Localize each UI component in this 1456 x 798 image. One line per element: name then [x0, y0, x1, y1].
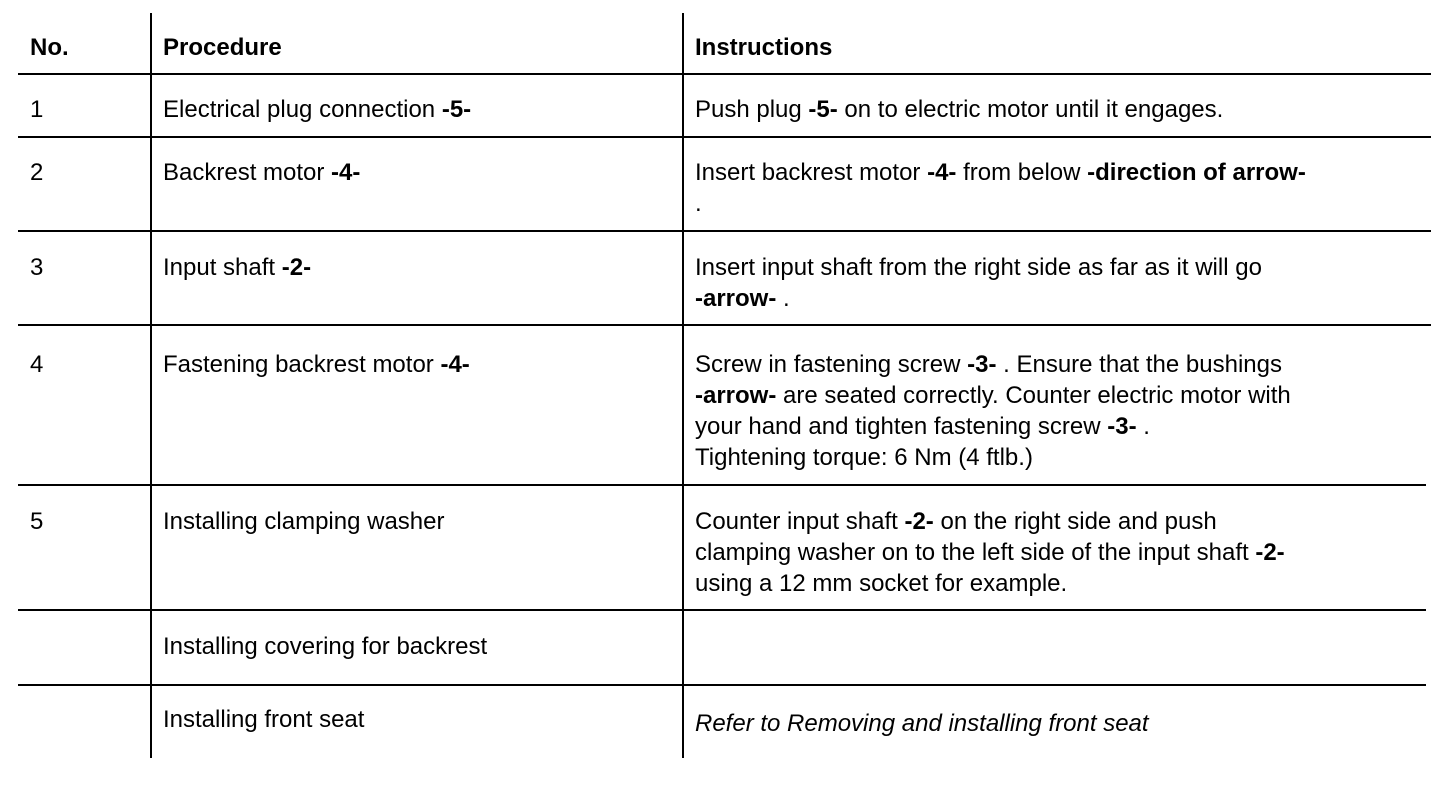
bold-reference: -arrow-	[695, 285, 777, 312]
text-run: .	[776, 285, 790, 312]
procedure-cell	[163, 704, 364, 735]
text-run: your hand and tighten fastening screw	[695, 413, 1108, 440]
instruction-line	[695, 537, 1285, 568]
instruction-line	[695, 188, 1306, 219]
bold-reference: -2-	[281, 254, 312, 281]
text-run: on to electric motor until it engages.	[837, 96, 1224, 123]
row-number: 4	[30, 351, 44, 378]
text-run: Installing front seat	[163, 706, 365, 733]
text-run: Installing covering for backrest	[163, 633, 488, 660]
header-no: No.	[30, 34, 69, 61]
instructions-cell	[695, 506, 1285, 599]
text-run: Fastening backrest motor	[163, 351, 441, 378]
procedure-cell	[163, 94, 471, 125]
text-run: Electrical plug connection	[163, 96, 442, 123]
row-divider	[18, 609, 1426, 611]
instruction-line	[695, 411, 1291, 442]
header-procedure: Procedure	[163, 34, 282, 61]
procedure-cell	[163, 631, 487, 662]
bold-reference: -5-	[441, 96, 472, 123]
instruction-line	[695, 506, 1285, 537]
text-run: Insert input shaft from the right side as far as it will go	[695, 254, 1262, 281]
text-run: clamping washer on to the left side of the input shaft	[695, 539, 1256, 566]
bold-reference: -4-	[927, 159, 957, 186]
header-instructions: Instructions	[695, 34, 833, 61]
row-number: 2	[30, 159, 44, 186]
instruction-line	[695, 157, 1306, 188]
text-run: from below	[956, 159, 1088, 186]
procedure-cell	[163, 349, 470, 380]
text-run: Insert backrest motor	[695, 159, 928, 186]
instruction-line	[695, 568, 1285, 599]
text-run: . Ensure that the bushings	[996, 351, 1282, 378]
text-run: are seated correctly. Counter electric motor with	[776, 382, 1291, 409]
column-divider-procedure-instructions	[682, 13, 684, 758]
row-number: 1	[30, 96, 44, 123]
bold-reference: -3-	[1107, 413, 1137, 440]
instruction-line	[695, 283, 1262, 314]
text-run: Screw in fastening screw	[695, 351, 968, 378]
text-run: Push plug	[695, 96, 809, 123]
column-divider-no-procedure	[150, 13, 152, 758]
instructions-cell	[695, 349, 1291, 473]
instruction-line	[695, 380, 1291, 411]
text-run: Installing clamping washer	[163, 508, 445, 535]
procedure-cell	[163, 252, 311, 283]
row-number: 3	[30, 254, 44, 281]
text-run: on the right side and push	[933, 508, 1217, 535]
instructions-cell	[695, 94, 1223, 125]
text-run: using a 12 mm socket for example.	[695, 570, 1068, 597]
instructions-cell	[695, 252, 1262, 314]
row-divider	[18, 73, 1431, 75]
text-run: .	[1136, 413, 1150, 440]
procedure-cell	[163, 506, 444, 537]
bold-reference: -direction of arrow-	[1087, 159, 1306, 186]
instruction-line	[695, 708, 1149, 739]
row-number: 5	[30, 508, 44, 535]
instruction-line	[695, 442, 1291, 473]
text-run: Counter input shaft	[695, 508, 905, 535]
bold-reference: -arrow-	[695, 382, 777, 409]
instruction-line	[695, 252, 1262, 283]
bold-reference: -2-	[1255, 539, 1285, 566]
instruction-line	[695, 94, 1223, 125]
bold-reference: -4-	[440, 351, 470, 378]
row-divider	[18, 484, 1426, 486]
text-run: Input shaft	[163, 254, 282, 281]
text-run: .	[695, 190, 702, 217]
bold-reference: -3-	[967, 351, 997, 378]
text-run: Backrest motor	[163, 159, 332, 186]
instructions-cell	[695, 157, 1306, 219]
instructions-cell	[695, 708, 1149, 739]
bold-reference: -4-	[331, 159, 361, 186]
cross-reference-text: Refer to Removing and installing front seat	[695, 710, 1149, 737]
row-divider	[18, 136, 1431, 138]
bold-reference: -2-	[904, 508, 934, 535]
bold-reference: -5-	[808, 96, 838, 123]
instruction-line	[695, 349, 1291, 380]
row-divider	[18, 324, 1431, 326]
row-divider	[18, 230, 1431, 232]
procedure-cell	[163, 157, 360, 188]
row-divider	[18, 684, 1426, 686]
text-run: Tightening torque: 6 Nm (4 ftlb.)	[695, 444, 1033, 471]
